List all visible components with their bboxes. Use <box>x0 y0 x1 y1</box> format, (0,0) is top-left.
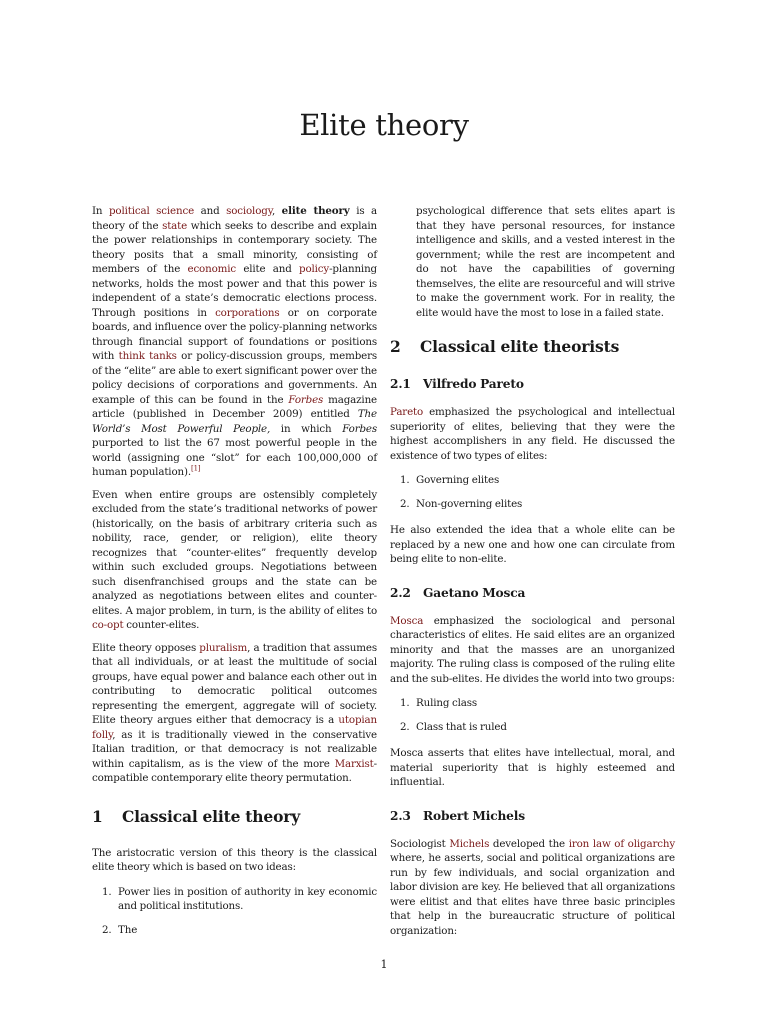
intro-paragraph-1 <box>92 204 377 480</box>
text-run: and <box>194 205 227 217</box>
list-marker: 2. <box>102 923 112 936</box>
list-item <box>390 696 675 711</box>
subsection-title: Gaetano Mosca <box>423 585 526 600</box>
list-item <box>390 497 675 512</box>
section-1-intro: The aristocratic version of this theory is the classical elite theory which is based on two ideas: <box>92 846 377 873</box>
link-pareto[interactable]: Pareto <box>390 406 424 418</box>
subsection-number: 2.1 <box>390 377 411 391</box>
michels-paragraph <box>390 837 675 939</box>
italic-forbes: Forbes <box>342 422 378 435</box>
list-marker: 2. <box>400 720 410 733</box>
text-run: or policy-discussion groups, members of the “elite” are able to exert significant power over the policy decisions of corporations and governments. An example of this can be found in the <box>92 350 377 406</box>
link-forbes[interactable]: Forbes <box>288 393 324 406</box>
link-co-opt[interactable]: co-opt <box>92 619 124 631</box>
text-run: , <box>272 205 282 217</box>
subsection-number: 2.3 <box>390 808 411 823</box>
list-item-text: Class that is ruled <box>416 720 507 733</box>
list-item-text: Governing elites <box>416 474 500 486</box>
list-marker: 2. <box>400 497 410 510</box>
list-item-text: Non-governing elites <box>416 497 523 510</box>
section-number: 2 <box>390 337 401 356</box>
text-run: where, he asserts, social and political organizations are run by few individuals, and social organization and labor division are key. He believed that all organizations were elitist and that elites have three basic principles that help in the bureaucratic structure of political organization: <box>390 852 675 937</box>
list-item <box>92 923 377 938</box>
text-run: Even when entire groups are ostensibly completely excluded from the state’s traditional networks of power (historically, on the basis of arbitrary criteria such as nobility, race, gender, or religion), elite theory recognizes that “counter-elites” frequently develop within such excluded groups. Negotiations between such disenfranchised groups and the state can be analyzed as negotiations between elites and counter-elites. A major problem, in turn, is the ability of elites to <box>92 488 377 617</box>
list-item-text: The <box>118 923 138 936</box>
text-run: -compatible contemporary elite theory permutation. <box>92 757 377 784</box>
italic-article-title: The World’s Most Powerful People, <box>92 408 377 435</box>
link-corporations[interactable]: corporations <box>215 306 280 319</box>
text-run: purported to list the 67 most powerful people in the world (assigning one “slot” for each 100,000,000 of human population). <box>92 437 377 478</box>
link-think-tanks[interactable]: think tanks <box>118 350 177 362</box>
link-iron-law-of-oligarchy[interactable]: iron law of oligarchy <box>568 837 675 850</box>
intro-paragraph-3 <box>92 641 377 786</box>
subsection-michels-heading <box>390 808 675 824</box>
text-run: emphasized the sociological and personal characteristics of elites. He said elites are an organized minority and that the masses are an unorganized majority. The ruling class is composed of the ruling elite and the sub-elites. He divides the world into two groups: <box>390 614 675 685</box>
list-marker: 1. <box>102 885 112 898</box>
subsection-number: 2.2 <box>390 585 411 600</box>
intro-paragraph-2 <box>92 488 377 633</box>
subsection-pareto-heading <box>390 376 675 392</box>
text-run: , a tradition that assumes that all individuals, or at least the multitude of social groups, have equal power and balance each other out in contributing to democratic political outcomes representing the emergent, aggregate will of society. Elite theory argues either that democracy is a <box>92 641 377 726</box>
text-run: which seeks to describe and explain the power relationships in contemporary society. The theory posits that a small minority, consisting of members of the <box>92 219 377 275</box>
pareto-paragraph-2: He also extended the idea that a whole elite can be replaced by a new one and how one can circulate from being elite to non-elite. <box>390 524 675 565</box>
link-state[interactable]: state <box>162 219 188 232</box>
classical-ideas-list <box>92 885 377 938</box>
list-item <box>390 473 675 488</box>
text-run: In <box>92 205 109 217</box>
subsection-mosca-heading <box>390 585 675 601</box>
link-utopian-folly[interactable]: utopian folly <box>92 714 377 741</box>
left-column <box>92 204 377 949</box>
bold-term-elite-theory: elite theory <box>281 205 350 217</box>
list-item-continuation: psychological difference that sets elites apart is that they have personal resources, for instance intelligence and skills, and a vested interest in the government; while the rest are incompetent and do not have the capabilities of governing themselves, the elite are resourceful and will strive to make the government work. For in reality, the elite would have the most to lose in a failed state. <box>416 205 675 319</box>
list-marker: 1. <box>400 474 410 486</box>
mosca-paragraph-1 <box>390 614 675 687</box>
text-run: Sociologist <box>390 837 450 850</box>
right-column <box>390 204 675 946</box>
link-pluralism[interactable]: pluralism <box>199 641 248 654</box>
link-marxist[interactable]: Marxist <box>334 757 374 770</box>
text-run: in which <box>270 422 343 435</box>
link-political-science[interactable]: political science <box>108 205 195 217</box>
pareto-paragraph-1 <box>390 405 675 463</box>
page-number: 1 <box>380 958 388 971</box>
text-run: or on corporate boards, and influence over the policy-planning networks through financial support of foundations or positions with <box>92 306 377 362</box>
page-title: Elite theory <box>299 108 469 142</box>
link-sociology[interactable]: sociology <box>226 205 272 217</box>
mosca-paragraph-2: Mosca asserts that elites have intellectual, moral, and material superiority that is highly esteemed and influential. <box>390 747 675 788</box>
list-item <box>390 720 675 735</box>
text-run: elite and <box>236 263 299 275</box>
text-run: , as it is traditionally viewed in the conservative Italian tradition, or that democracy is not realizable within capitalism, as is the view of the more <box>92 728 377 770</box>
reference-link-1[interactable]: [1] <box>190 464 201 473</box>
list-marker: 1. <box>400 697 410 709</box>
text-run: developed the <box>489 837 569 850</box>
link-michels[interactable]: Michels <box>449 837 490 850</box>
mosca-groups-list <box>390 696 675 734</box>
text-run: Elite theory opposes <box>92 641 200 654</box>
link-economic[interactable]: economic <box>187 263 237 275</box>
subsection-title: Vilfredo Pareto <box>423 377 524 391</box>
text-run: counter-elites. <box>123 619 200 631</box>
list-item-text: Ruling class <box>416 697 478 709</box>
subsection-title: Robert Michels <box>423 808 525 823</box>
text-run: -planning networks, holds the most power and that this power is independent of a state’s democratic elections process. Through positions in <box>92 263 377 319</box>
list-item <box>92 885 377 914</box>
section-title: Classical elite theory <box>122 806 301 826</box>
section-title: Classical elite theorists <box>420 337 620 356</box>
text-run: is a theory of the <box>92 205 378 232</box>
section-1-heading <box>92 808 377 826</box>
list-item-text: Power lies in position of authority in key economic and political institutions. <box>118 885 377 912</box>
link-policy[interactable]: policy <box>299 263 330 275</box>
section-number: 1 <box>92 806 103 826</box>
pareto-elite-types-list <box>390 473 675 511</box>
section-2-heading <box>390 338 675 356</box>
text-run: emphasized the psychological and intellectual superiority of elites, believing that they were the highest accomplishers in any field. He discussed the existence of two types of elites: <box>390 406 675 462</box>
text-run: magazine article (published in December 2009) entitled <box>92 393 377 420</box>
link-mosca[interactable]: Mosca <box>390 614 424 627</box>
